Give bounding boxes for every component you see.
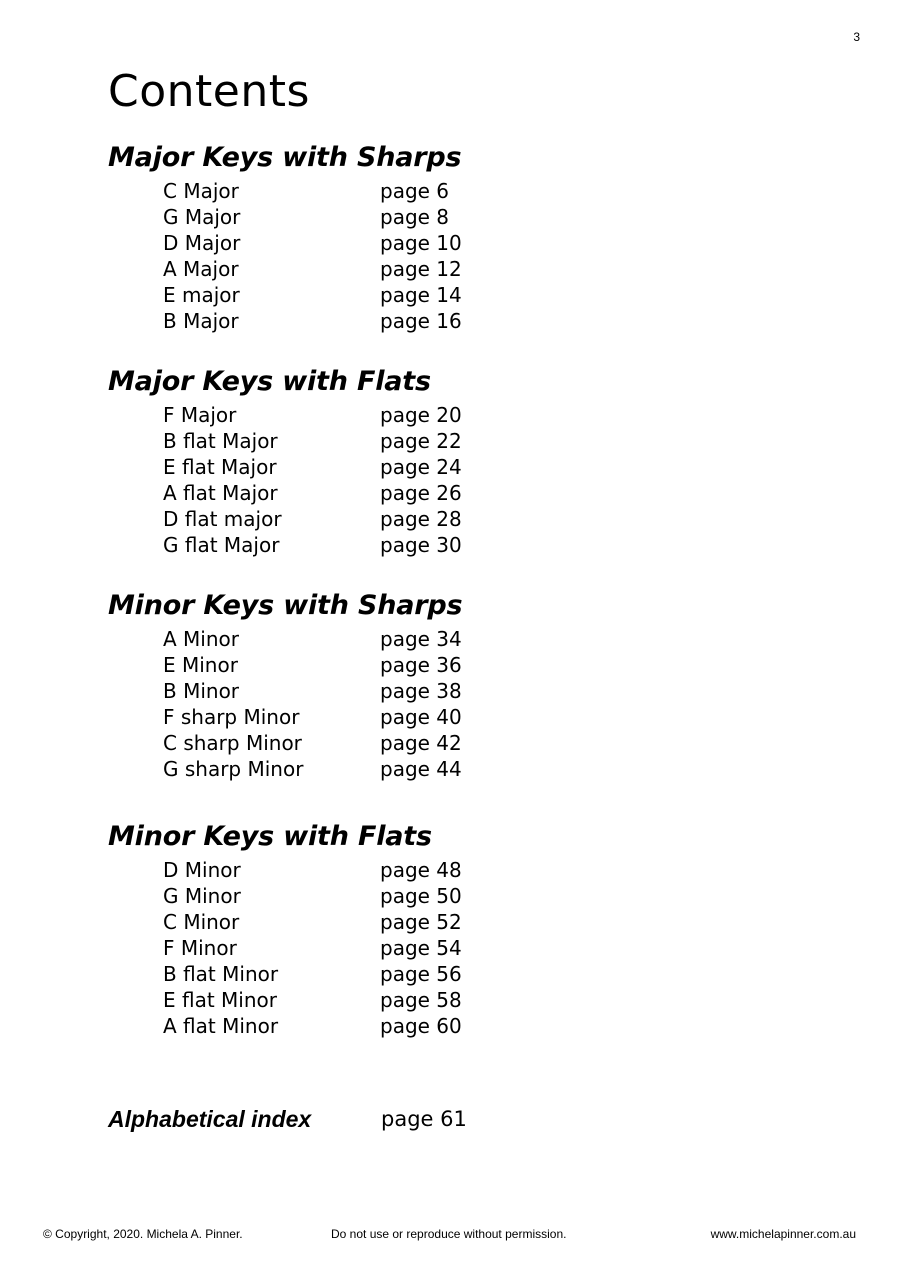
footer-notice: Do not use or reproduce without permission. [331, 1227, 567, 1241]
toc-entry [108, 532, 608, 558]
entry-list [108, 178, 608, 334]
entry-key: A Major [163, 257, 239, 281]
toc-entry [108, 256, 608, 282]
entry-page: page 56 [380, 962, 462, 986]
entry-key: D Minor [163, 858, 241, 882]
entry-page: page 42 [380, 731, 462, 755]
footer-website: www.michelapinner.com.au [710, 1227, 856, 1241]
toc-entry [108, 678, 608, 704]
entry-page: page 14 [380, 283, 462, 307]
entry-page: page 16 [380, 309, 462, 333]
entry-page: page 26 [380, 481, 462, 505]
entry-key: B flat Minor [163, 962, 279, 986]
toc-entry [108, 730, 608, 756]
footer-copyright: © Copyright, 2020. Michela A. Pinner. [43, 1227, 243, 1241]
entry-key: B flat Major [163, 429, 278, 453]
entry-page: page 52 [380, 910, 462, 934]
section-minor-sharps [108, 588, 608, 782]
entry-key: B Major [163, 309, 239, 333]
entry-key: D flat major [163, 507, 282, 531]
section-major-sharps [108, 140, 608, 334]
section-heading: Minor Keys with Flats [108, 821, 432, 852]
alphabetical-index-entry [108, 1102, 608, 1136]
entry-key: A Minor [163, 627, 239, 651]
entry-page: page 8 [380, 205, 450, 229]
toc-entry [108, 935, 608, 961]
entry-page: page 50 [380, 884, 462, 908]
entry-key: F Major [163, 403, 237, 427]
toc-entry [108, 308, 608, 334]
toc-entry [108, 626, 608, 652]
toc-entry [108, 178, 608, 204]
page-title: Contents [108, 66, 310, 117]
section-heading: Major Keys with Flats [108, 366, 431, 397]
entry-key: G Minor [163, 884, 241, 908]
toc-entry [108, 909, 608, 935]
toc-entry [108, 883, 608, 909]
entry-page: page 12 [380, 257, 462, 281]
entry-key: G flat Major [163, 533, 280, 557]
entry-page: page 54 [380, 936, 462, 960]
entry-key: E major [163, 283, 240, 307]
entry-list [108, 857, 608, 1039]
entry-list [108, 626, 608, 782]
entry-key: C Major [163, 179, 239, 203]
entry-list [108, 402, 608, 558]
toc-entry [108, 428, 608, 454]
toc-entry [108, 704, 608, 730]
toc-entry [108, 402, 608, 428]
section-heading: Major Keys with Sharps [108, 142, 462, 173]
entry-page: page 34 [380, 627, 462, 651]
toc-entry [108, 204, 608, 230]
toc-entry [108, 506, 608, 532]
entry-page: page 20 [380, 403, 462, 427]
entry-page: page 40 [380, 705, 462, 729]
entry-page: page 44 [380, 757, 462, 781]
toc-entry [108, 282, 608, 308]
entry-key: A flat Major [163, 481, 278, 505]
toc-entry [108, 230, 608, 256]
toc-entry [108, 652, 608, 678]
entry-page: page 24 [380, 455, 462, 479]
entry-page: page 22 [380, 429, 462, 453]
entry-key: C sharp Minor [163, 731, 302, 755]
entry-page: page 36 [380, 653, 462, 677]
index-page: page 61 [381, 1107, 467, 1131]
section-minor-flats [108, 819, 608, 1039]
entry-key: B Minor [163, 679, 240, 703]
toc-entry [108, 756, 608, 782]
entry-key: F sharp Minor [163, 705, 300, 729]
entry-key: C Minor [163, 910, 240, 934]
section-major-flats [108, 364, 608, 558]
toc-entry [108, 454, 608, 480]
entry-page: page 28 [380, 507, 462, 531]
entry-key: E flat Major [163, 455, 277, 479]
entry-key: A flat Minor [163, 1014, 279, 1038]
entry-key: F Minor [163, 936, 237, 960]
entry-page: page 38 [380, 679, 462, 703]
entry-key: D Major [163, 231, 241, 255]
entry-key: E flat Minor [163, 988, 277, 1012]
entry-page: page 6 [380, 179, 450, 203]
toc-entry [108, 480, 608, 506]
entry-page: page 60 [380, 1014, 462, 1038]
toc-entry [108, 987, 608, 1013]
entry-key: G Major [163, 205, 241, 229]
page-number: 3 [853, 30, 860, 44]
index-label: Alphabetical index [108, 1106, 312, 1132]
entry-key: G sharp Minor [163, 757, 304, 781]
toc-entry [108, 1013, 608, 1039]
entry-page: page 58 [380, 988, 462, 1012]
entry-page: page 10 [380, 231, 462, 255]
entry-key: E Minor [163, 653, 238, 677]
toc-entry [108, 857, 608, 883]
toc-entry [108, 961, 608, 987]
page-footer [0, 1226, 900, 1242]
section-heading: Minor Keys with Sharps [108, 590, 463, 621]
entry-page: page 48 [380, 858, 462, 882]
entry-page: page 30 [380, 533, 462, 557]
